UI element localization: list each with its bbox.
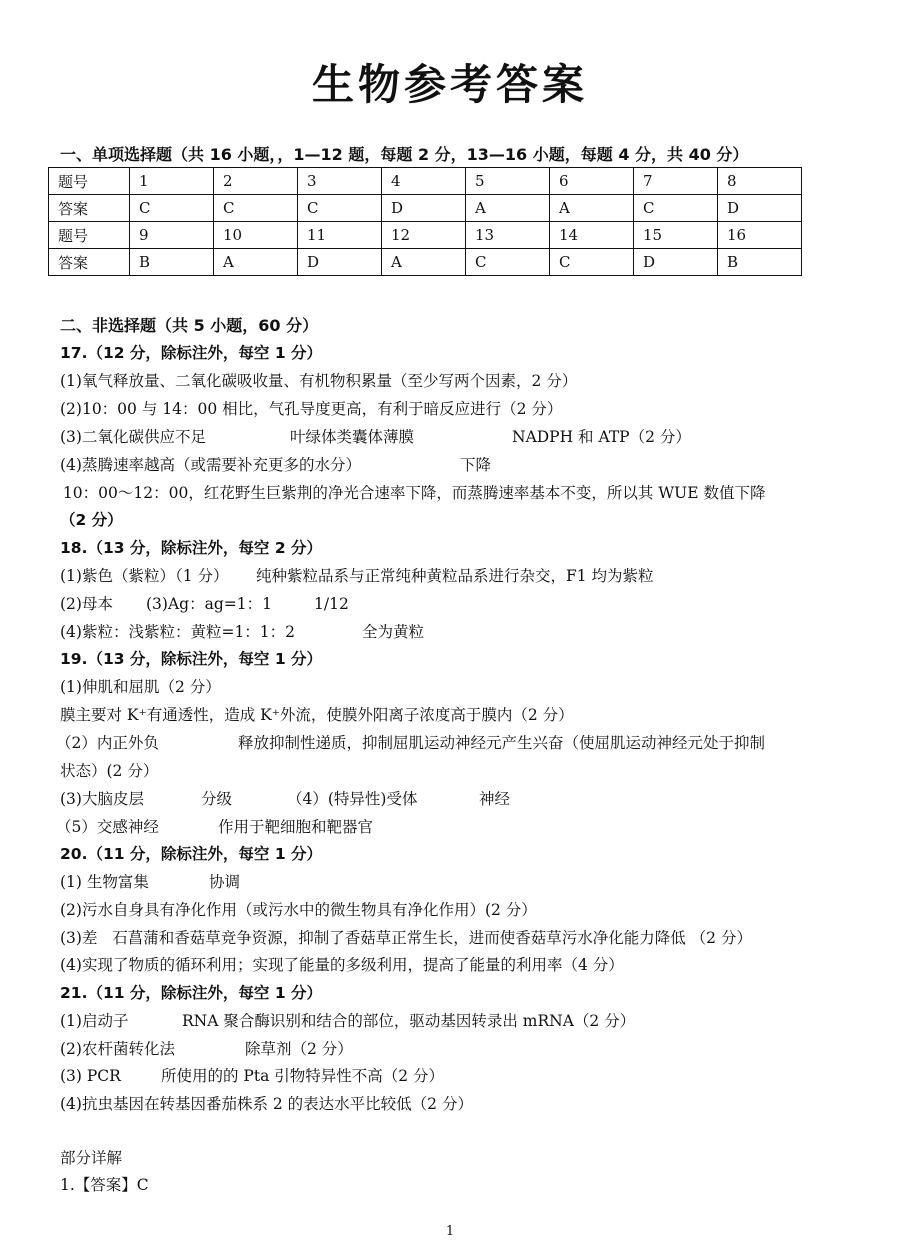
q21-line-4: (4)抗虫基因在转基因番茄株系 2 的表达水平比较低（2 分） bbox=[60, 1095, 473, 1113]
q17-line-3c: NADPH 和 ATP（2 分） bbox=[512, 428, 691, 446]
q17-line-4a: (4)蒸腾速率越高（或需要补充更多的水分） bbox=[60, 456, 361, 474]
answer-table-cell: C bbox=[550, 249, 634, 276]
answer-table-cell: C bbox=[130, 195, 214, 222]
q18-line-3 bbox=[60, 620, 424, 642]
answer-table-row bbox=[49, 222, 802, 249]
section2-heading: 二、非选择题（共 5 小题，60 分） bbox=[60, 316, 319, 335]
q17-line-6: （2 分） bbox=[60, 511, 123, 529]
q18-line-2c: 1/12 bbox=[314, 595, 349, 613]
answer-table-cell: B bbox=[130, 249, 214, 276]
q19-line-2: 膜主要对 K⁺有通透性，造成 K⁺外流，使膜外阳离子浓度高于膜内（2 分） bbox=[60, 706, 574, 724]
q21-heading: 21.（11 分，除标注外，每空 1 分） bbox=[60, 984, 323, 1002]
q17-line-2: (2)10：00 与 14：00 相比，气孔导度更高，有利于暗反应进行（2 分） bbox=[60, 400, 563, 418]
q20-line-1 bbox=[60, 870, 240, 892]
answer-table-cell: 1 bbox=[130, 168, 214, 195]
answer-table-cell: 11 bbox=[298, 222, 382, 249]
answer-table-row bbox=[49, 195, 802, 222]
q18-line-1b: 纯种紫粒品系与正常纯种黄粒品系进行杂交，F1 均为紫粒 bbox=[256, 567, 654, 585]
answer-table-row bbox=[49, 168, 802, 195]
answer-table-cell: D bbox=[718, 195, 802, 222]
q20-line-1a: (1) 生物富集 bbox=[60, 873, 149, 891]
answer-table-cell: 7 bbox=[634, 168, 718, 195]
answer-table-cell: D bbox=[382, 195, 466, 222]
q19-line-3b: 释放抑制性递质，抑制屈肌运动神经元产生兴奋（使屈肌运动神经元处于抑制 bbox=[238, 734, 766, 752]
q20-line-3: (3)差 石菖蒲和香菇草竞争资源，抑制了香菇草正常生长，进而使香菇草污水净化能力降低 （2 分） bbox=[60, 929, 752, 947]
q19-line-4: 状态）(2 分） bbox=[60, 762, 159, 780]
q17-line-5: 10：00～12：00，红花野生巨紫荆的净光合速率下降，而蒸腾速率基本不变，所以其 WUE 数值下降 bbox=[58, 484, 766, 502]
answer-table-cell: 12 bbox=[382, 222, 466, 249]
q17-line-3 bbox=[60, 425, 691, 447]
answer-table-cell: C bbox=[298, 195, 382, 222]
q19-heading: 19.（13 分，除标注外，每空 1 分） bbox=[60, 650, 323, 668]
q18-line-2a: (2)母本 bbox=[60, 595, 113, 613]
answer-table-cell: A bbox=[214, 249, 298, 276]
q17-line-3b: 叶绿体类囊体薄膜 bbox=[290, 428, 415, 446]
answer-table-cell: A bbox=[550, 195, 634, 222]
q20-line-1b: 协调 bbox=[209, 873, 241, 891]
answer-table-cell: 16 bbox=[718, 222, 802, 249]
answer-table-cell: 4 bbox=[382, 168, 466, 195]
answer-table-cell: B bbox=[718, 249, 802, 276]
answer-table bbox=[48, 167, 802, 276]
q17-line-3a: (3)二氧化碳供应不足 bbox=[60, 428, 206, 446]
q19-line-5b: 分级 bbox=[201, 790, 233, 808]
answer-table-cell: 9 bbox=[130, 222, 214, 249]
q19-line-3a: （2）内正外负 bbox=[56, 734, 159, 752]
answer-table-row-label: 答案 bbox=[49, 195, 130, 222]
q18-line-3b: 全为黄粒 bbox=[362, 623, 425, 641]
q20-line-4: (4)实现了物质的循环利用；实现了能量的多级利用，提高了能量的利用率（4 分） bbox=[60, 956, 624, 974]
answer-table-cell: A bbox=[466, 195, 550, 222]
q18-line-1 bbox=[60, 564, 654, 586]
q18-heading: 18.（13 分，除标注外，每空 2 分） bbox=[60, 539, 323, 557]
q18-line-3a: (4)紫粒：浅紫粒：黄粒=1：1：2 bbox=[60, 623, 296, 641]
q19-line-6 bbox=[56, 815, 373, 837]
q17-line-4 bbox=[60, 453, 491, 475]
q19-line-3 bbox=[56, 731, 765, 753]
answer-table-cell: C bbox=[634, 195, 718, 222]
answer-table-cell: 5 bbox=[466, 168, 550, 195]
answer-table-cell: 3 bbox=[298, 168, 382, 195]
detail-first-answer: 1.【答案】C bbox=[60, 1176, 149, 1194]
q17-line-4b: 下降 bbox=[460, 456, 492, 474]
q17-heading: 17.（12 分，除标注外，每空 1 分） bbox=[60, 344, 323, 362]
q20-line-2: (2)污水自身具有净化作用（或污水中的微生物具有净化作用）(2 分） bbox=[60, 901, 537, 919]
page-title: 生物参考答案 bbox=[311, 60, 588, 109]
q21-line-2 bbox=[60, 1037, 353, 1059]
q19-line-6a: （5）交感神经 bbox=[56, 818, 159, 836]
detail-heading: 部分详解 bbox=[60, 1149, 123, 1167]
q21-line-1a: (1)启动子 bbox=[60, 1012, 129, 1030]
q18-line-1a: (1)紫色（紫粒）（1 分） bbox=[60, 567, 229, 585]
q21-line-1b: RNA 聚合酶识别和结合的部位，驱动基因转录出 mRNA（2 分） bbox=[182, 1012, 636, 1030]
answer-table-cell: D bbox=[298, 249, 382, 276]
page-number: 1 bbox=[445, 1224, 455, 1239]
q19-line-1: (1)伸肌和屈肌（2 分） bbox=[60, 678, 221, 696]
answer-table-cell: C bbox=[466, 249, 550, 276]
answer-table-row bbox=[49, 249, 802, 276]
q21-line-2a: (2)农杆菌转化法 bbox=[60, 1040, 175, 1058]
answer-table-row-label: 题号 bbox=[49, 222, 130, 249]
q19-line-5c: （4）(特异性)受体 bbox=[287, 790, 418, 808]
answer-table-cell: A bbox=[382, 249, 466, 276]
q18-line-2b: (3)Ag：ag=1：1 bbox=[146, 595, 272, 613]
answer-table-cell: 15 bbox=[634, 222, 718, 249]
q21-line-3 bbox=[60, 1064, 444, 1086]
q20-heading: 20.（11 分，除标注外，每空 1 分） bbox=[60, 845, 323, 863]
q21-line-3a: (3) PCR bbox=[60, 1067, 121, 1085]
answer-table-cell: 13 bbox=[466, 222, 550, 249]
section1-heading: 一、单项选择题（共 16 小题，，1—12 题，每题 2 分，13—16 小题，每题 4 分，共 40 分） bbox=[60, 145, 749, 164]
answer-table-cell: 2 bbox=[214, 168, 298, 195]
answer-table-cell: 14 bbox=[550, 222, 634, 249]
q21-line-2b: 除草剂（2 分） bbox=[245, 1040, 353, 1058]
answer-table-cell: 6 bbox=[550, 168, 634, 195]
q19-line-5a: (3)大脑皮层 bbox=[60, 790, 144, 808]
q19-line-5d: 神经 bbox=[479, 790, 511, 808]
answer-table-row-label: 答案 bbox=[49, 249, 130, 276]
q19-line-5 bbox=[60, 787, 510, 809]
q21-line-1 bbox=[60, 1009, 635, 1031]
q19-line-6b: 作用于靶细胞和靶器官 bbox=[218, 818, 374, 836]
answer-table-cell: 10 bbox=[214, 222, 298, 249]
q18-line-2 bbox=[60, 592, 349, 614]
answer-table-cell: C bbox=[214, 195, 298, 222]
q21-line-3b: 所使用的的 Pta 引物特异性不高（2 分） bbox=[161, 1067, 445, 1085]
answer-table-cell: D bbox=[634, 249, 718, 276]
q17-line-1: (1)氧气释放量、二氧化碳吸收量、有机物积累量（至少写两个因素，2 分） bbox=[60, 372, 578, 390]
answer-table-cell: 8 bbox=[718, 168, 802, 195]
answer-table-row-label: 题号 bbox=[49, 168, 130, 195]
